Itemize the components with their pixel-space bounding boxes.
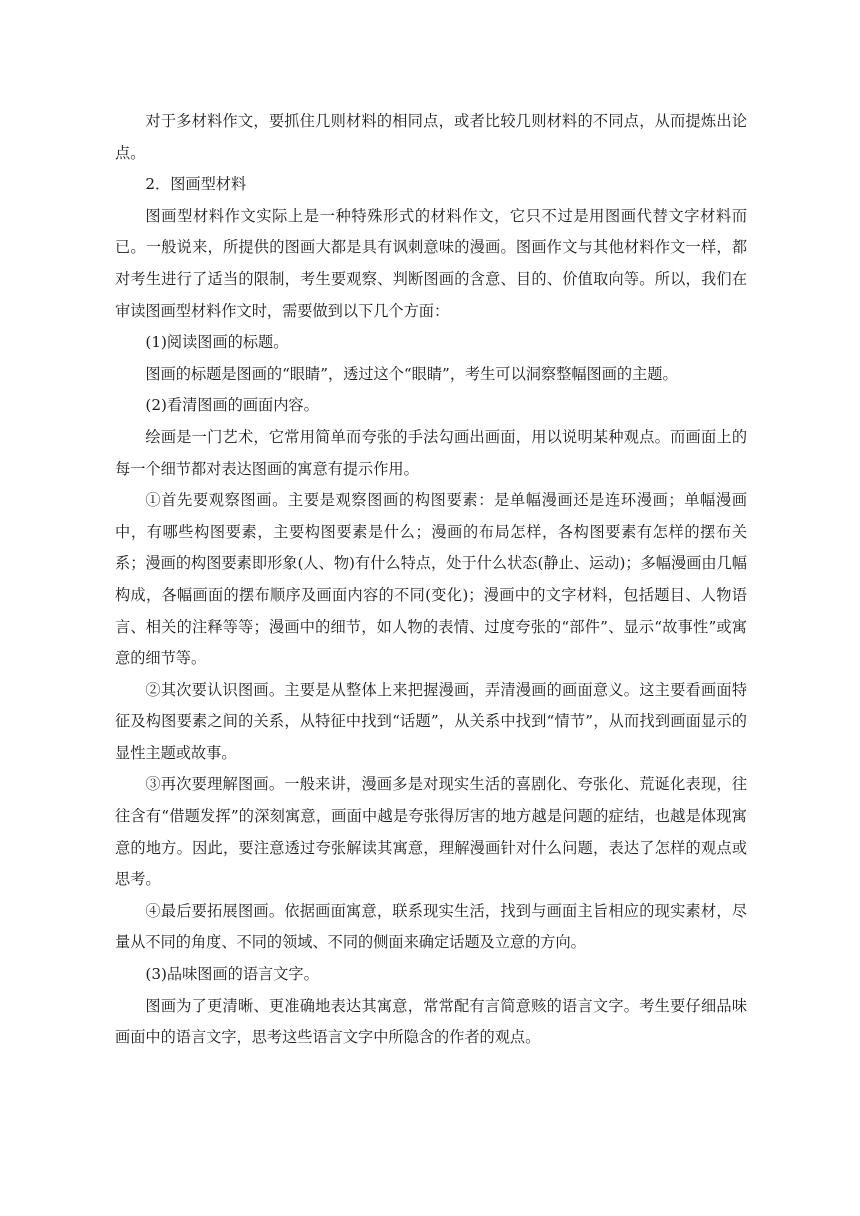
paragraph-picture-intro: 图画型材料作文实际上是一种特殊形式的材料作文，它只不过是用图画代替文字材料而已。一般说来，所提供的图画大都是具有讽刺意味的漫画。图画作文与其他材料作文一样，都对考生进行了适当的限制，考生要观察、判断图画的含意、目的、价值取向等。所以，我们在审读图画型材料作文时，需要做到以下几个方面： [115,206,747,320]
document-body [115,106,747,1054]
subheading-read-title: (1)阅读图画的标题。 [145,333,289,352]
paragraph-recognize-picture: ②其次要认识图画。主要是从整体上来把握漫画，弄清漫画的画面意义。这主要看画面特征及构图要素之间的关系，从特征中找到“话题”，从关系中找到“情节”，从而找到画面显示的显性主题或故事。 [115,680,747,762]
paragraph-multi-material: 对于多材料作文，要抓住几则材料的相同点，或者比较几则材料的不同点，从而提炼出论点。 [115,112,747,162]
paragraph-title-eyes: 图画的标题是图画的“眼睛”，透过这个“眼睛”，考生可以洞察整幅图画的主题。 [145,364,678,383]
paragraph-picture-language: 图画为了更清晰、更准确地表达其寓意，常常配有言简意赅的语言文字。考生要仔细品味画面中的语言文字，思考这些语言文字中所隐含的作者的观点。 [115,996,747,1047]
paragraph-understand-picture: ③再次要理解图画。一般来讲，漫画多是对现实生活的喜剧化、夸张化、荒诞化表现，往往含有“借题发挥”的深刻寓意，画面中越是夸张得厉害的地方越是问题的症结，也越是体现寓意的地方。因此，要注意透过夸张解读其寓意，理解漫画针对什么问题，表达了怎样的观点或思考。 [115,775,747,889]
paragraph-expand-picture: ④最后要拓展图画。依据画面寓意，联系现实生活，找到与画面主旨相应的现实素材，尽量从不同的角度、不同的领域、不同的侧面来确定话题及立意的方向。 [115,901,747,952]
paragraph-painting-art: 绘画是一门艺术，它常用简单而夸张的手法勾画出画面，用以说明某种观点。而画面上的每一个细节都对表达图画的寓意有提示作用。 [115,427,747,478]
subheading-picture-content: (2)看清图画的画面内容。 [145,396,319,415]
paragraph-observe-picture: ①首先要观察图画。主要是观察图画的构图要素：是单幅漫画还是连环漫画；单幅漫画中，有哪些构图要素，主要构图要素是什么；漫画的布局怎样，各构图要素有怎样的摆布关系；漫画的构图要素即形象(人、物)有什么特点，处于什么状态(静止、运动)；多幅漫画由几幅构成，各幅画面的摆布顺序及画面内容的不同(变化)；漫画中的文字材料，包括题目、人物语言、相关的注释等等；漫画中的细节，如人物的表情、过度夸张的“部件”、显示“故事性”或寓意的细节等。 [115,491,747,668]
subheading-picture-language: (3)品味图画的语言文字。 [145,965,319,984]
section-heading-picture-material: 2．图画型材料 [145,175,247,194]
